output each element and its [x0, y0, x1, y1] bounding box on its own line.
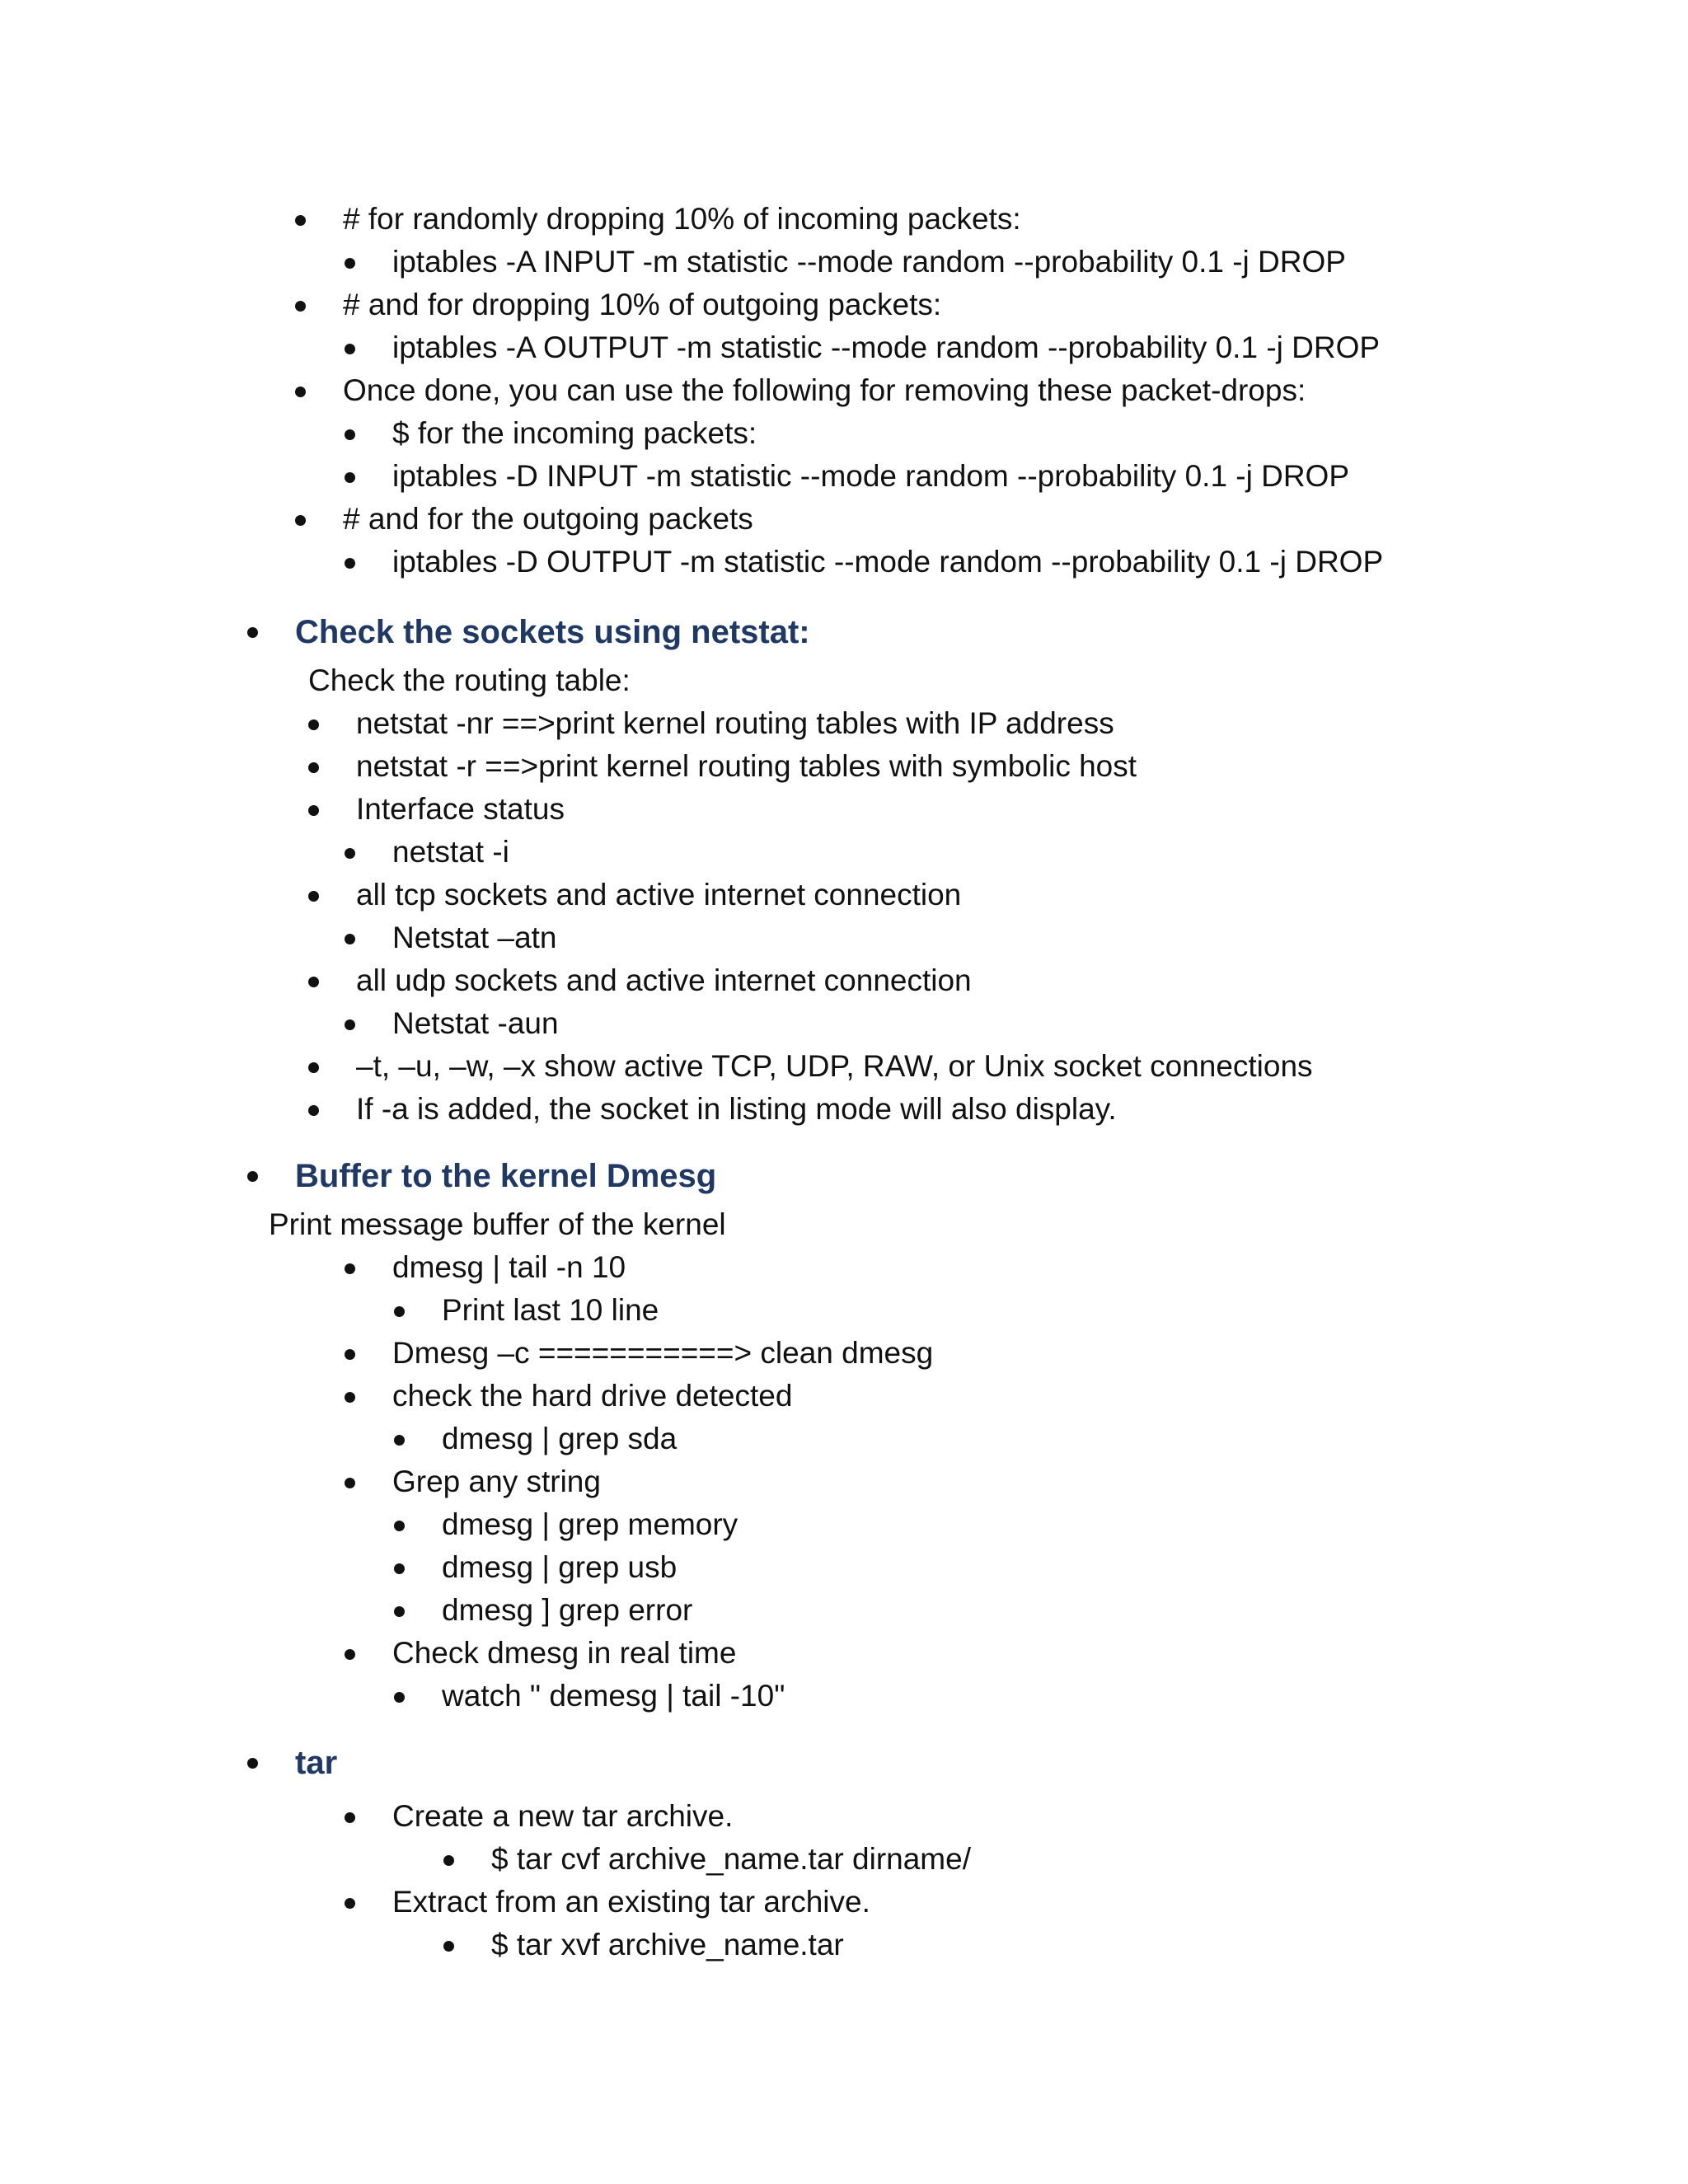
- list-item: dmesg | grep sda: [442, 1419, 677, 1459]
- list-item: dmesg | tail -n 10: [392, 1248, 626, 1287]
- list-item: Print last 10 line: [442, 1291, 659, 1330]
- list-item: iptables -A OUTPUT -m statistic --mode random --probability 0.1 -j DROP: [392, 328, 1380, 368]
- section-intro: Check the routing table:: [308, 663, 631, 697]
- section-heading-dmesg: Buffer to the kernel Dmesg: [295, 1154, 716, 1198]
- list-item: Check dmesg in real time: [392, 1633, 736, 1673]
- list-item: Extract from an existing tar archive.: [392, 1882, 870, 1922]
- list-item: Create a new tar archive.: [392, 1797, 733, 1836]
- list-item: $ tar cvf archive_name.tar dirname/: [491, 1840, 971, 1879]
- list-item: dmesg ] grep error: [442, 1591, 692, 1630]
- section-intro: Print message buffer of the kernel: [269, 1207, 726, 1241]
- list-item: all tcp sockets and active internet connection: [356, 875, 961, 915]
- list-item: Interface status: [356, 790, 565, 829]
- list-item: all udp sockets and active internet connection: [356, 961, 972, 1001]
- list-item: iptables -A INPUT -m statistic --mode random --probability 0.1 -j DROP: [392, 242, 1346, 282]
- section-heading-tar: tar: [295, 1741, 337, 1785]
- list-item: Netstat –atn: [392, 918, 557, 958]
- list-item: # and for dropping 10% of outgoing packets:: [343, 285, 941, 325]
- list-item: netstat -r ==>print kernel routing tables with symbolic host: [356, 747, 1137, 786]
- list-item: watch " demesg | tail -10": [442, 1676, 785, 1716]
- list-item: iptables -D INPUT -m statistic --mode random --probability 0.1 -j DROP: [392, 457, 1349, 496]
- list-item: netstat -nr ==>print kernel routing tables with IP address: [356, 704, 1114, 743]
- list-item: netstat -i: [392, 832, 509, 872]
- list-item: Once done, you can use the following for removing these packet-drops:: [343, 371, 1306, 410]
- list-item: If -a is added, the socket in listing mode will also display.: [356, 1090, 1117, 1129]
- list-item: $ tar xvf archive_name.tar: [491, 1925, 844, 1965]
- list-item: –t, –u, –w, –x show active TCP, UDP, RAW, or Unix socket connections: [356, 1047, 1313, 1086]
- list-item: $ for the incoming packets:: [392, 414, 757, 453]
- list-item: iptables -D OUTPUT -m statistic --mode random --probability 0.1 -j DROP: [392, 542, 1383, 582]
- list-item: Grep any string: [392, 1462, 601, 1502]
- list-item: Netstat -aun: [392, 1004, 559, 1043]
- list-item: # and for the outgoing packets: [343, 499, 753, 539]
- section-heading-netstat: Check the sockets using netstat:: [295, 610, 810, 654]
- list-item: dmesg | grep memory: [442, 1505, 738, 1544]
- list-item: Dmesg –c ===========> clean dmesg: [392, 1333, 933, 1373]
- list-item: dmesg | grep usb: [442, 1548, 677, 1587]
- list-item: check the hard drive detected: [392, 1376, 792, 1416]
- list-item: # for randomly dropping 10% of incoming packets:: [343, 199, 1021, 239]
